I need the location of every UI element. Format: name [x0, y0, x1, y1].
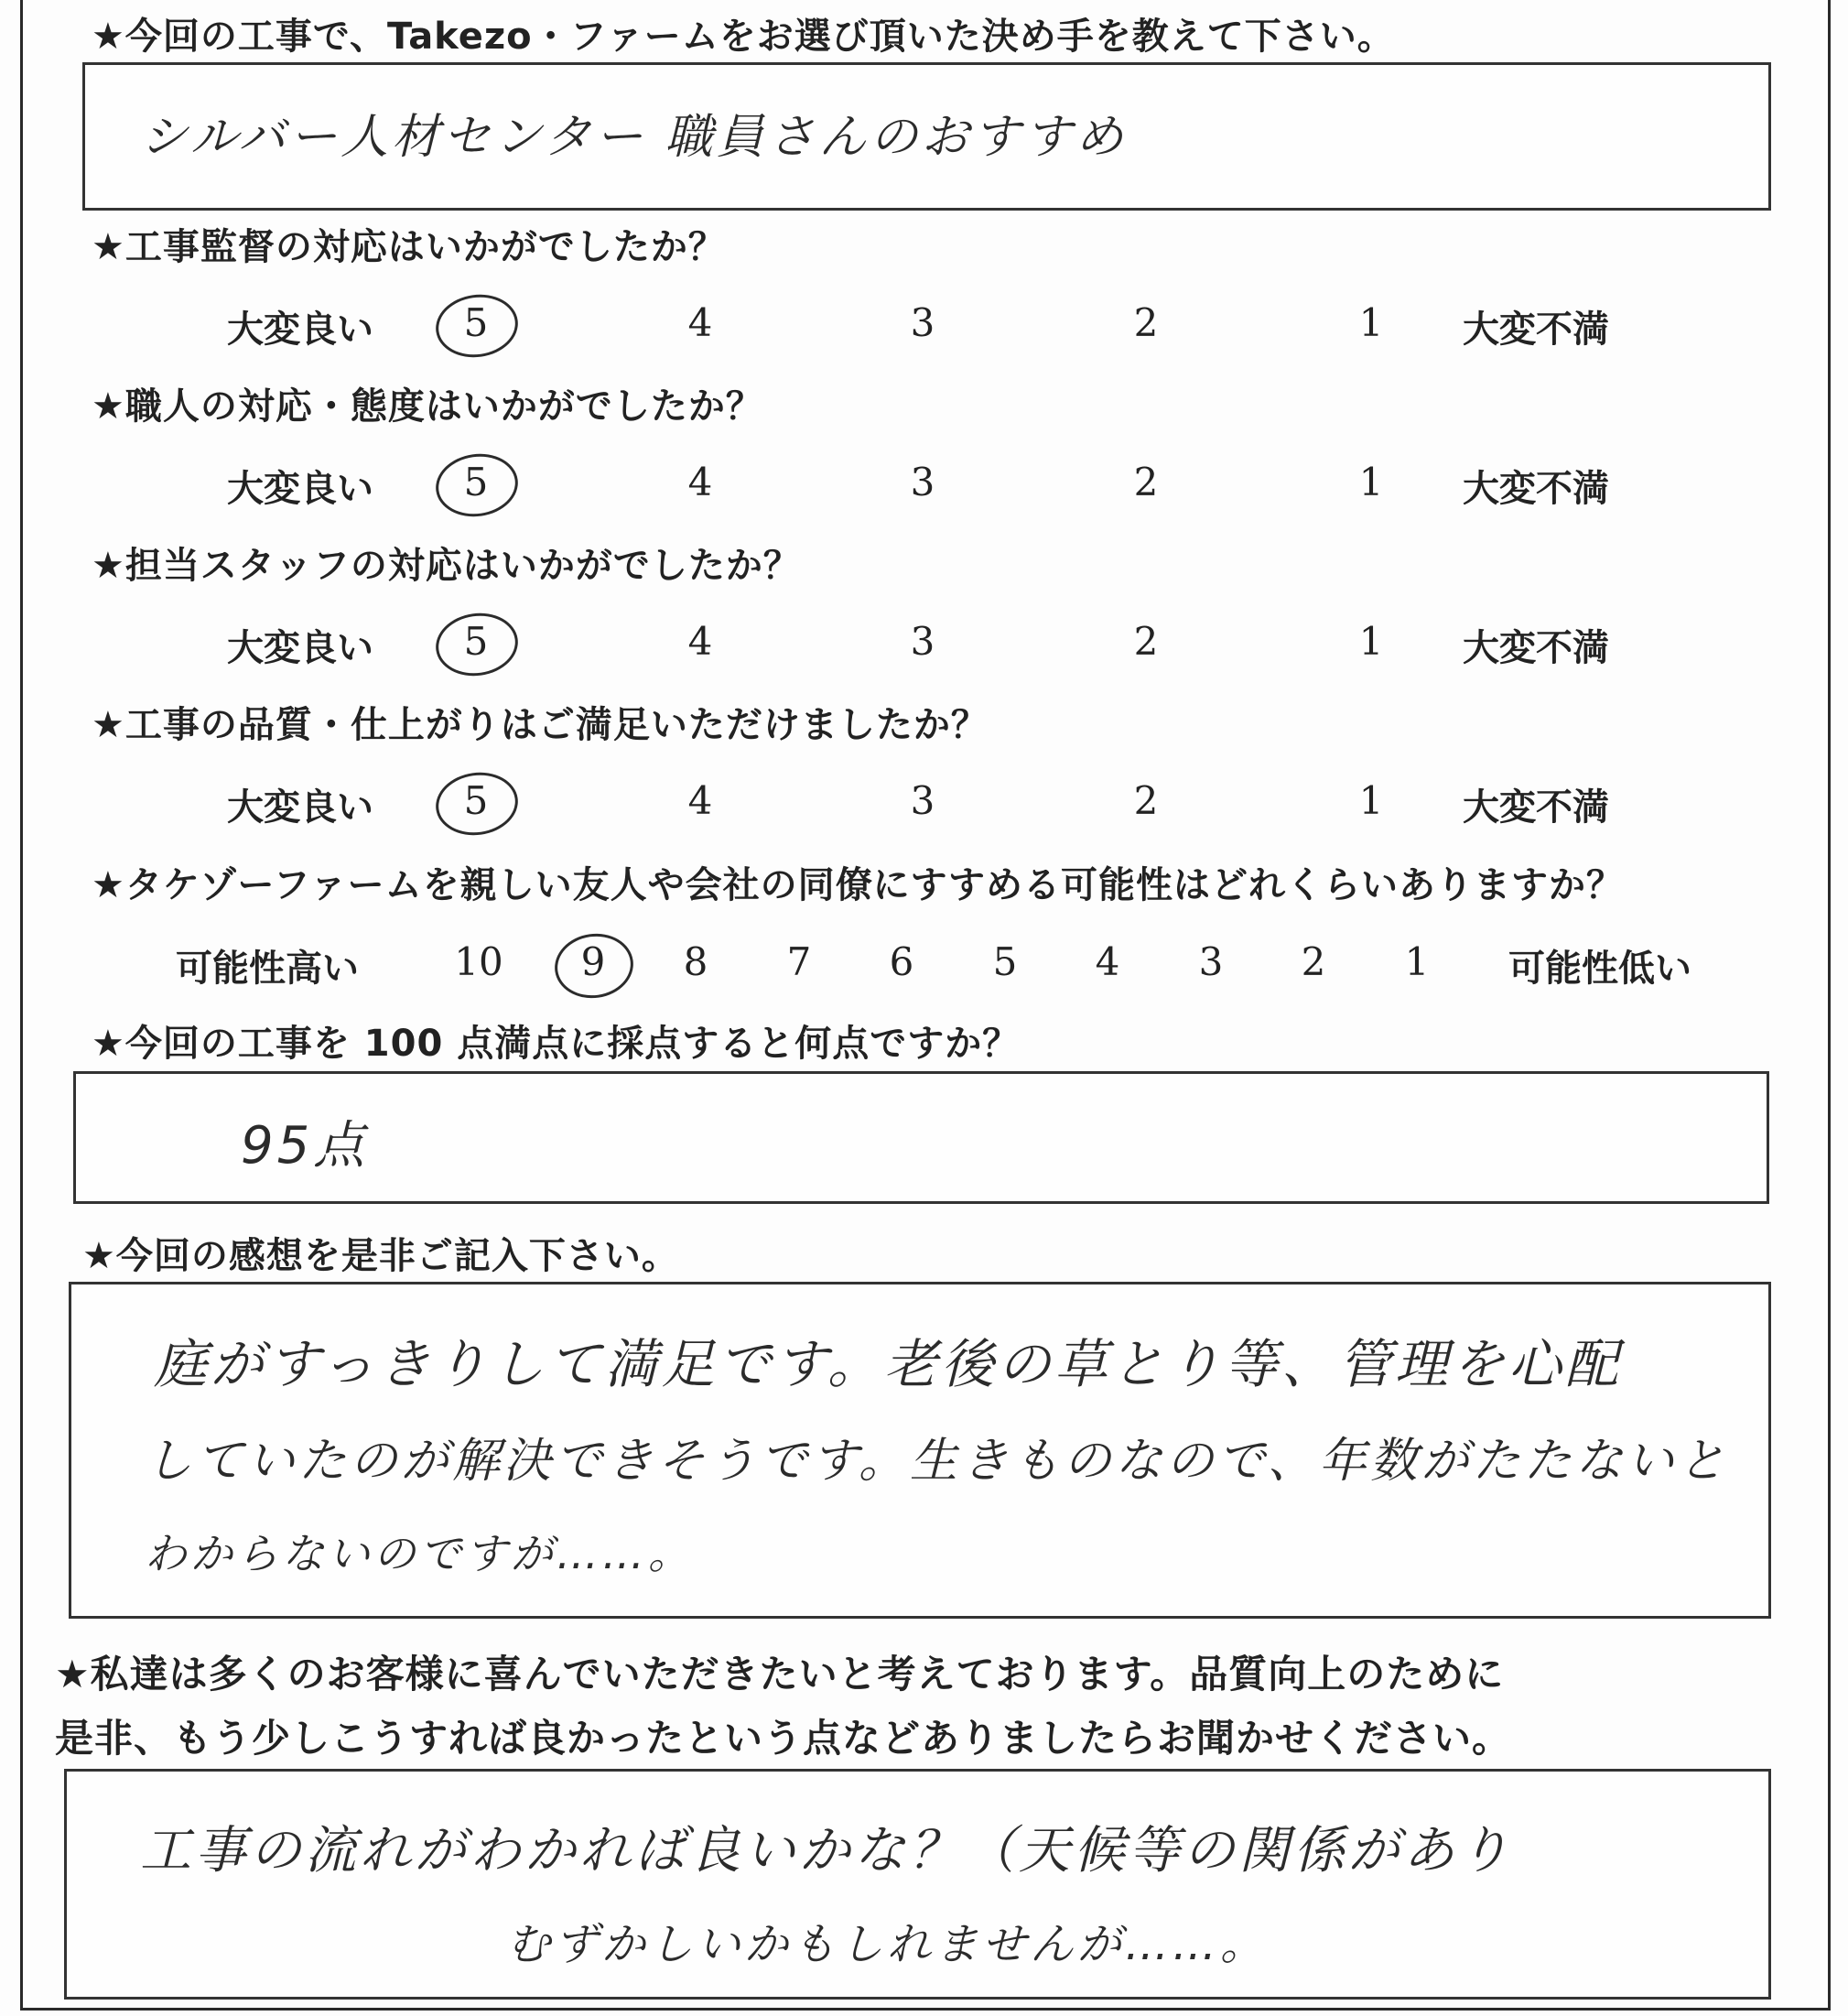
recommend-option-5[interactable]: 5 [992, 939, 1018, 984]
rating-option-1[interactable]: 1 [1358, 778, 1384, 823]
rating-option-2[interactable]: 2 [1133, 619, 1159, 664]
rating-scale-row-1 [0, 295, 1848, 350]
rating-option-5[interactable]: 5 [463, 619, 489, 664]
scale-low-label: 大変不満 [1463, 786, 1609, 829]
rating-option-1[interactable]: 1 [1358, 300, 1384, 345]
rating-option-1[interactable]: 1 [1358, 619, 1384, 664]
rating-option-4[interactable]: 4 [687, 300, 713, 345]
rating-question-3: ★担当スタッフの対応はいかがでしたか？ [92, 545, 801, 587]
recommend-option-2[interactable]: 2 [1301, 939, 1326, 984]
score-answer-box[interactable] [73, 1071, 1769, 1204]
rating-option-3[interactable]: 3 [910, 778, 935, 823]
rating-option-1[interactable]: 1 [1358, 460, 1384, 504]
recommend-option-10[interactable]: 10 [454, 939, 503, 984]
recommend-option-7[interactable]: 7 [786, 939, 812, 984]
score-answer-text: 95点 [241, 1116, 369, 1176]
scale-high-label: 大変良い [227, 786, 373, 829]
rating-option-4[interactable]: 4 [687, 778, 713, 823]
recommend-option-9[interactable]: 9 [580, 939, 606, 984]
rating-scale-row-2 [0, 454, 1848, 509]
rating-option-3[interactable]: 3 [910, 460, 935, 504]
recommend-high-label: 可能性高い [176, 948, 359, 990]
rating-scale-row-4 [0, 773, 1848, 828]
improve-question-line-2: 是非、もう少しこうすれば良かったという点などありましたらお聞かせください。 [55, 1716, 1512, 1761]
impressions-line-3: わからないのですが……。 [145, 1529, 694, 1578]
scale-low-label: 大変不満 [1463, 309, 1609, 351]
scale-high-label: 大変良い [227, 627, 373, 669]
rating-option-4[interactable]: 4 [687, 460, 713, 504]
recommend-option-3[interactable]: 3 [1198, 939, 1224, 984]
improve-line-2: むずかしいかもしれませんが……。 [506, 1919, 1269, 1970]
rating-option-4[interactable]: 4 [687, 619, 713, 664]
recommend-scale-row [0, 934, 1848, 989]
impressions-question: ★今回の感想を是非ご記入下さい。 [82, 1235, 679, 1277]
recommend-option-1[interactable]: 1 [1404, 939, 1430, 984]
improve-line-1: 工事の流れがわかれば良いかな？（天候等の関係があり [140, 1821, 1513, 1881]
impressions-line-1: 庭がすっきりして満足です。老後の草とり等、管理を心配 [154, 1333, 1622, 1395]
improve-question-line-1: ★私達は多くのお客様に喜んでいただきたいと考えております。品質向上のために [55, 1652, 1505, 1696]
rating-option-5[interactable]: 5 [463, 300, 489, 345]
recommend-question: ★タケゾーファームを親しい友人や会社の同僚にすすめる可能性はどれくらいありますか？ [92, 864, 1625, 906]
recommend-option-4[interactable]: 4 [1095, 939, 1120, 984]
rating-option-2[interactable]: 2 [1133, 460, 1159, 504]
rating-question-2: ★職人の対応・態度はいかがでしたか？ [92, 385, 763, 428]
rating-option-2[interactable]: 2 [1133, 778, 1159, 823]
q1-answer-box[interactable] [82, 62, 1771, 211]
q1-title: ★今回の工事で、Takezo・ファームをお選び頂いた決め手を教えて下さい。 [92, 16, 1395, 58]
rating-question-4: ★工事の品質・仕上がりはご満足いただけましたか？ [92, 704, 989, 746]
rating-option-5[interactable]: 5 [463, 778, 489, 823]
score-question: ★今回の工事を 100 点満点に採点すると何点ですか？ [92, 1023, 1021, 1065]
impressions-line-2: していたのが解決できそうです。生きものなので、年数がたたないと [145, 1434, 1729, 1489]
impressions-answer-box[interactable] [69, 1282, 1771, 1619]
scale-low-label: 大変不満 [1463, 468, 1609, 510]
recommend-option-8[interactable]: 8 [683, 939, 708, 984]
rating-scale-row-3 [0, 613, 1848, 668]
rating-option-2[interactable]: 2 [1133, 300, 1159, 345]
rating-question-1: ★工事監督の対応はいかがでしたか？ [92, 226, 726, 268]
recommend-option-6[interactable]: 6 [889, 939, 914, 984]
improve-answer-box[interactable] [64, 1769, 1771, 2000]
rating-option-3[interactable]: 3 [910, 300, 935, 345]
scale-high-label: 大変良い [227, 468, 373, 510]
scale-low-label: 大変不満 [1463, 627, 1609, 669]
rating-option-5[interactable]: 5 [463, 460, 489, 504]
scale-high-label: 大変良い [227, 309, 373, 351]
q1-answer-text: シルバー人材センター 職員さんのおすすめ [140, 110, 1128, 165]
rating-option-3[interactable]: 3 [910, 619, 935, 664]
recommend-low-label: 可能性低い [1508, 948, 1691, 990]
